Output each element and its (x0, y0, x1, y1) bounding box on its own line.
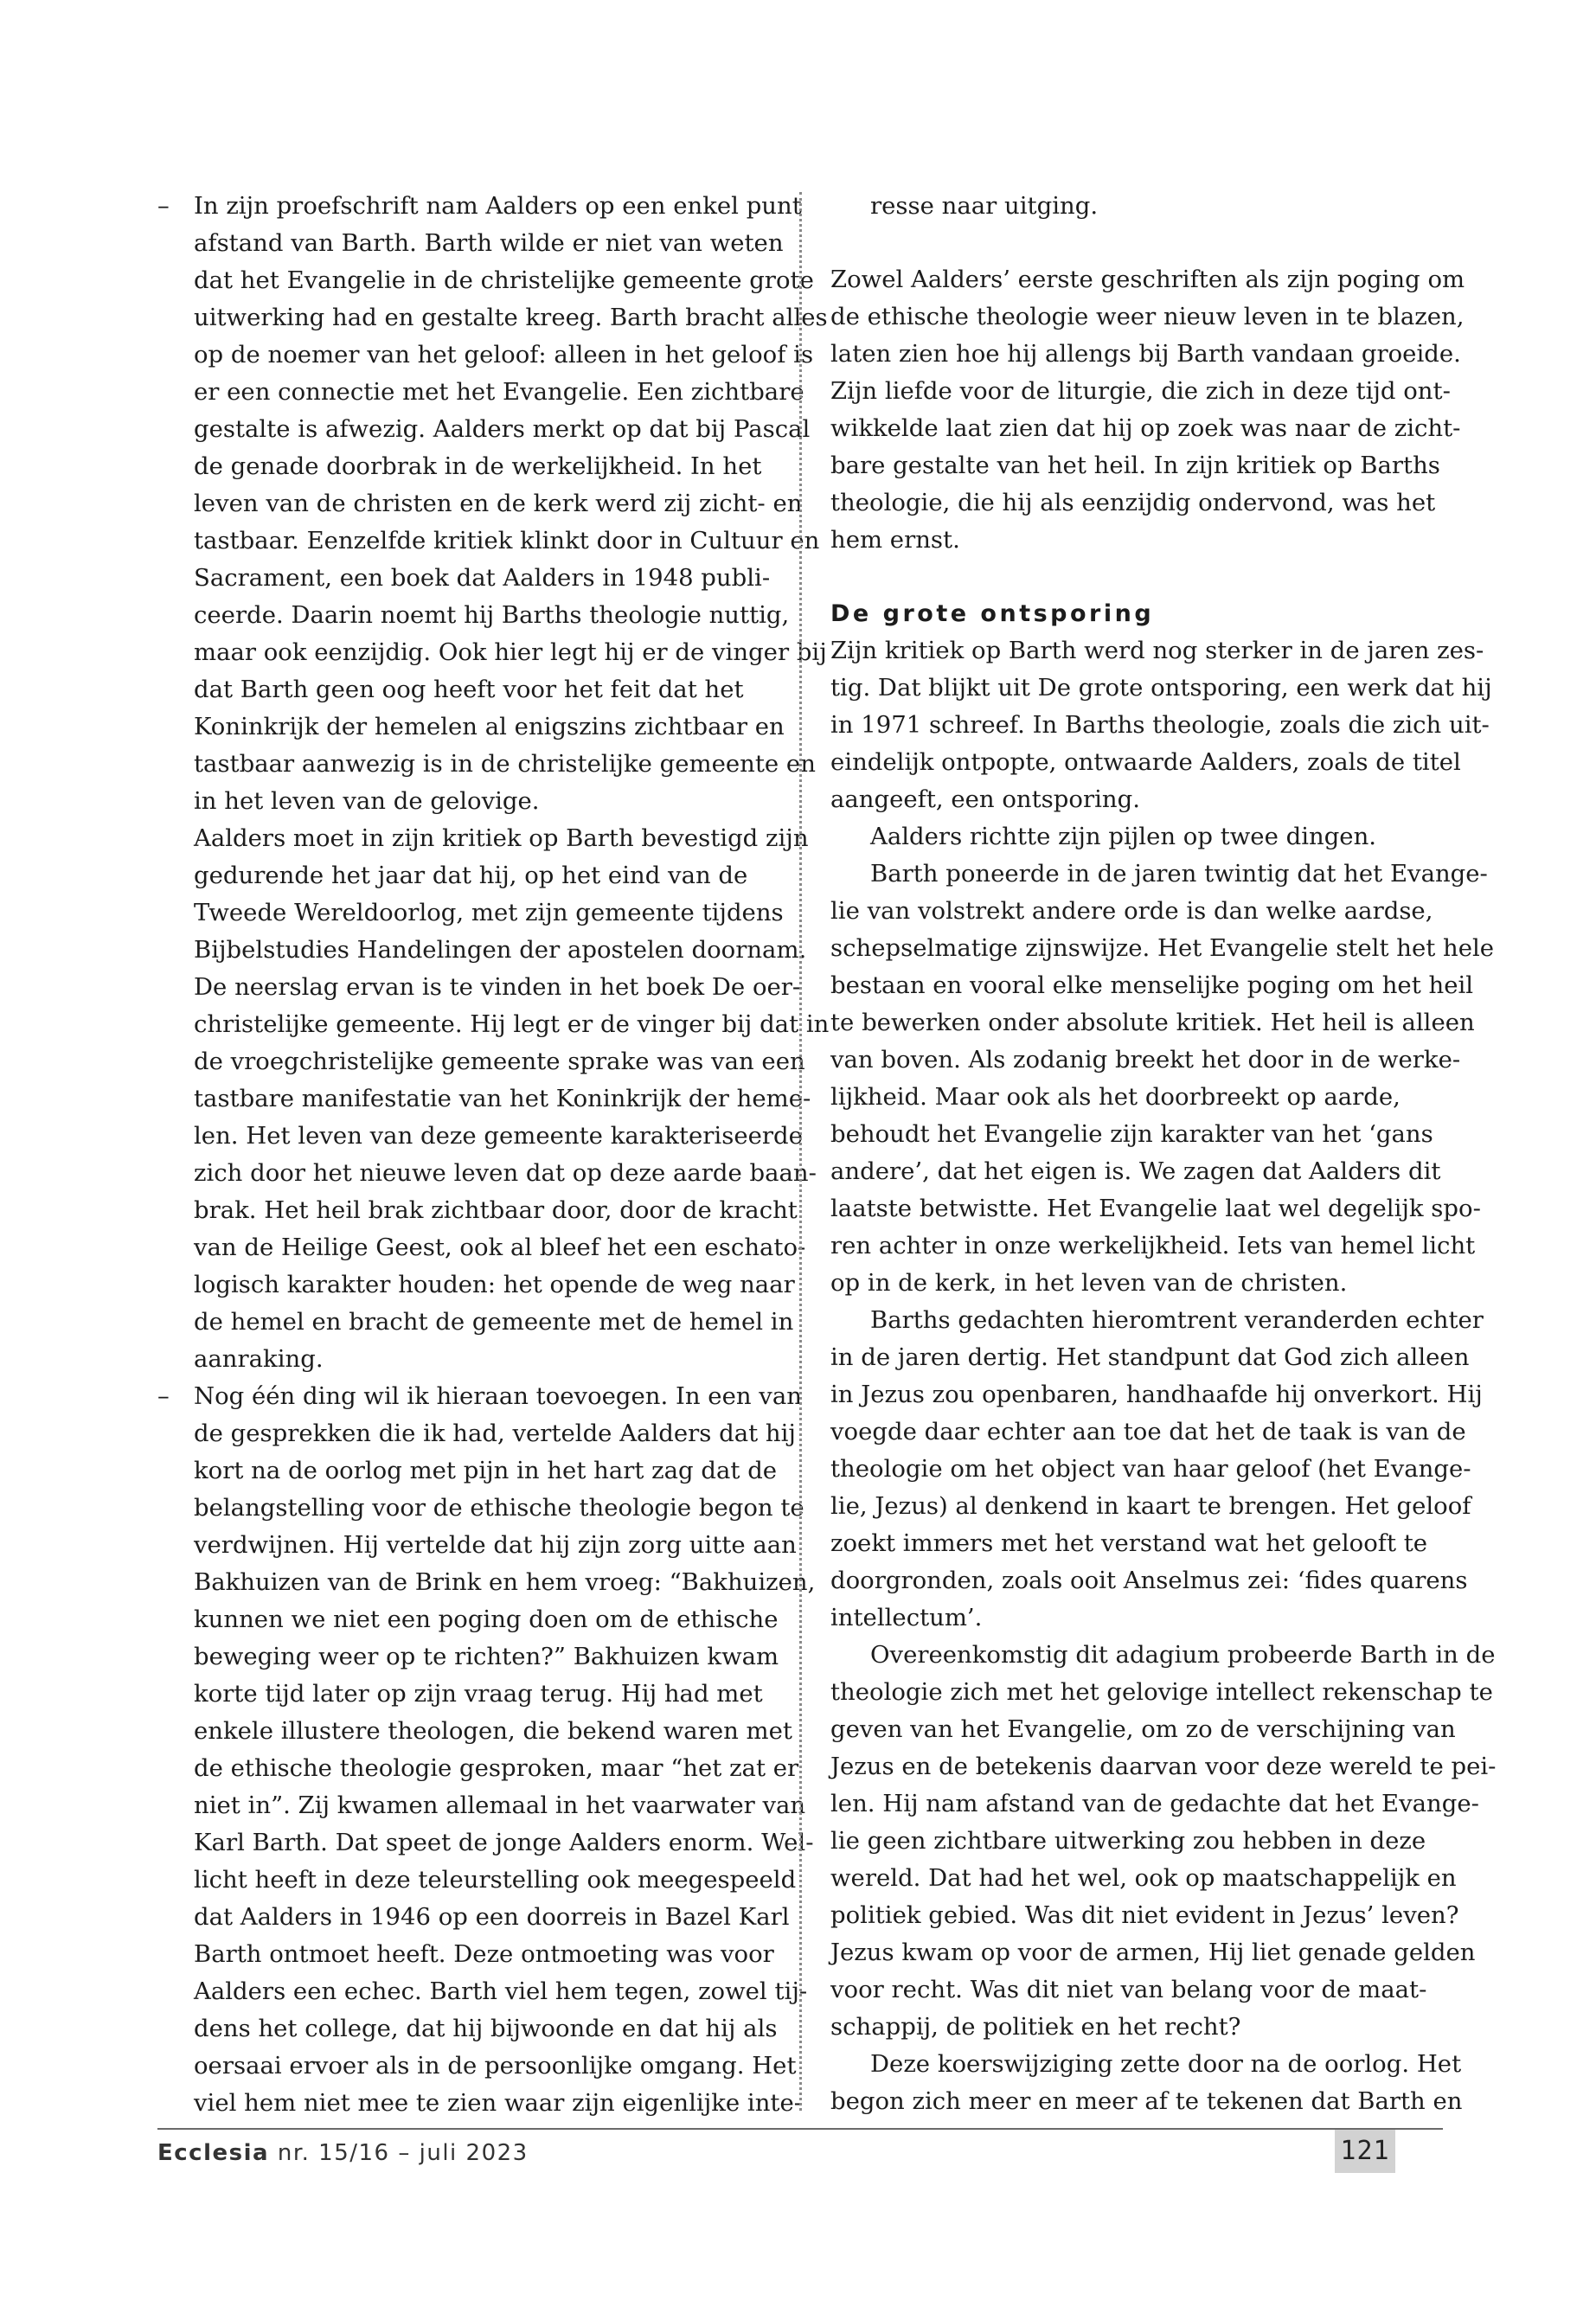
line-text: hem ernst. (830, 526, 960, 554)
text-line (830, 1265, 1443, 1302)
text-line (830, 1711, 1456, 1748)
line-text: lijkheid. Maar ook als het doorbreekt op aarde, (830, 1083, 1401, 1111)
line-text: Aalders richtte zijn pijlen op twee dingen. (870, 823, 1377, 850)
line-text: Barth poneerde in de jaren twintig dat het Evange- (870, 860, 1488, 888)
text-line (157, 2085, 803, 2122)
line-text: eindelijk ontpopte, ontwaarde Aalders, zoals de titel (830, 748, 1461, 776)
line-text: tastbaar aanwezig is in de christelijke gemeente en (194, 750, 816, 778)
line-text: van de Heilige Geest, ook al bleef het een eschato- (194, 1234, 806, 1261)
line-text: lie van volstrekt andere orde is dan welke aardse, (830, 897, 1433, 925)
line-text: Aalders een echec. Barth viel hem tegen, zowel tij- (194, 1977, 808, 2005)
line-text: Tweede Wereldoorlog, met zijn gemeente tijdens (194, 899, 784, 926)
line-text: Zowel Aalders’ eerste geschriften als zijn poging om (830, 266, 1465, 293)
text-line (830, 1674, 1493, 1711)
line-text: uitwerking had en gestalte kreeg. Barth bracht alles (194, 304, 828, 331)
line-text: licht heeft in deze teleurstelling ook meegespeeld (194, 1866, 797, 1894)
line-text: doorgronden, zoals ooit Anselmus zei: ‘fides quarens (830, 1567, 1468, 1594)
text-line (157, 634, 827, 671)
text-line (830, 298, 1465, 336)
text-line (830, 188, 1443, 225)
text-line (830, 1413, 1466, 1451)
text-line (830, 1525, 1443, 1562)
text-line (157, 225, 784, 262)
paragraph-gap (830, 225, 1443, 261)
footer (157, 2140, 529, 2166)
line-text: de ethische theologie gesproken, maar “het zat er (194, 1754, 799, 1782)
line-text: kunnen we niet een poging doen om de ethische (194, 1606, 779, 1633)
list-dash: – (157, 192, 170, 220)
line-text: tastbaar. Eenzelfde kritiek klinkt door in Cultuur en (194, 527, 820, 554)
text-line (157, 1080, 811, 1118)
line-text: in Jezus zou openbaren, handhaafde hij onverkort. Hij (830, 1381, 1483, 1408)
line-text: laatste betwistte. Het Evangelie laat wel degelijk spo- (830, 1195, 1481, 1222)
text-line (157, 708, 785, 746)
line-text: len. Hij nam afstand van de gedachte dat het Evange- (830, 1790, 1479, 1817)
text-line (830, 1934, 1476, 1971)
line-text: begon zich meer en meer af te tekenen dat Barth en (830, 2087, 1463, 2115)
line-text: De grote ontsporing (830, 600, 1155, 627)
text-line (830, 744, 1461, 781)
line-text: politiek gebied. Was dit niet evident in Jezus’ leven? (830, 1901, 1459, 1929)
line-text: niet in”. Zij kwamen allemaal in het vaarwater van (194, 1791, 806, 1819)
text-line (157, 1676, 777, 1713)
text-line (830, 818, 1443, 856)
text-line (157, 1564, 816, 1601)
line-text: laten zien hoe hij allengs bij Barth vandaan groeide. (830, 340, 1461, 368)
line-text: theologie zich met het gelovige intellect rekenschap te (830, 1678, 1493, 1706)
text-line (157, 262, 814, 299)
line-text: Zijn kritiek op Barth werd nog sterker in de jaren zes- (830, 637, 1484, 664)
text-line (830, 1190, 1481, 1227)
line-text: ceerde. Daarin noemt hij Barths theologie nuttig, (194, 601, 790, 629)
line-text: theologie, die hij als eenzijdig ondervond, was het (830, 489, 1436, 516)
line-text: Jezus kwam op voor de armen, Hij liet genade gelden (830, 1939, 1476, 1966)
line-text: op in de kerk, in het leven van de christen. (830, 1269, 1348, 1297)
line-text: bare gestalte van het heil. In zijn kritiek op Barths (830, 452, 1440, 479)
text-line (157, 448, 777, 485)
text-line (157, 1378, 802, 1415)
text-line (157, 1118, 803, 1155)
line-text: in de jaren dertig. Het standpunt dat God zich alleen (830, 1343, 1470, 1371)
line-text: In zijn proefschrift nam Aalders op een enkel punt (194, 192, 802, 220)
line-text: Zijn liefde voor de liturgie, die zich in deze tijd ont- (830, 377, 1451, 405)
text-line (157, 597, 790, 634)
text-line (157, 1266, 795, 1304)
line-text: logisch karakter houden: het opende de weg naar (194, 1271, 795, 1298)
text-line (157, 894, 784, 932)
line-text: Koninkrijk der hemelen al enigszins zichtbaar en (194, 713, 785, 740)
text-line (830, 410, 1461, 447)
text-line (157, 783, 777, 820)
line-text: op de noemer van het geloof: alleen in het geloof is (194, 341, 814, 369)
text-line (157, 1192, 798, 1229)
text-line (830, 1971, 1443, 2009)
text-line (157, 485, 803, 522)
text-line (830, 2046, 1462, 2083)
line-text: in het leven van de gelovige. (194, 787, 540, 815)
column-divider (799, 192, 802, 2111)
text-line (157, 1936, 777, 1973)
line-text: brak. Het heil brak zichtbaar door, door de kracht (194, 1196, 798, 1224)
text-line (157, 1862, 797, 1899)
line-text: aangeeft, een ontsporing. (830, 785, 1140, 813)
text-line (830, 1860, 1457, 1897)
line-text: de genade doorbrak in de werkelijkheid. In het (194, 452, 762, 480)
line-text: maar ook eenzijdig. Ook hier legt hij er de vinger bij (194, 638, 827, 666)
text-line (830, 1451, 1471, 1488)
line-text: de vroegchristelijke gemeente sprake was van een (194, 1048, 805, 1075)
line-text: Bijbelstudies Handelingen der apostelen doornam. (194, 936, 807, 964)
text-line (830, 1079, 1443, 1116)
line-text: te bewerken onder absolute kritiek. Het heil is alleen (830, 1009, 1475, 1036)
text-line (830, 1637, 1496, 1674)
text-line (157, 1415, 796, 1452)
text-line (157, 374, 804, 411)
text-line (830, 1897, 1459, 1934)
issue-info: nr. 15/16 – juli 2023 (277, 2140, 529, 2166)
text-line (830, 261, 1465, 298)
text-line (830, 1339, 1470, 1376)
text-line (157, 299, 828, 336)
text-line (157, 336, 814, 374)
text-line (157, 2010, 777, 2048)
text-line (157, 560, 777, 597)
text-line (157, 188, 802, 225)
text-line (157, 932, 807, 969)
line-text: Aalders moet in zijn kritiek op Barth bevestigd zijn (194, 824, 809, 852)
line-text: bestaan en vooral elke menselijke poging om het heil (830, 971, 1474, 999)
line-text: zoekt immers met het verstand wat het gelooft te (830, 1529, 1428, 1557)
text-line (830, 1153, 1443, 1190)
magazine-name: Ecclesia (157, 2140, 270, 2166)
text-line (830, 967, 1474, 1004)
text-line (157, 1601, 777, 1638)
line-text: van boven. Als zodanig breekt het door in de werke- (830, 1046, 1461, 1074)
line-text: wikkelde laat zien dat hij op zoek was naar de zicht- (830, 414, 1461, 442)
text-line (830, 707, 1490, 744)
footer-rule (157, 2128, 1443, 2130)
text-line (157, 1229, 806, 1266)
line-text: zich door het nieuwe leven dat op deze aarde baan- (194, 1159, 817, 1187)
text-line (157, 1899, 790, 1936)
text-line (830, 1748, 1497, 1785)
line-text: dat Barth geen oog heeft voor het feit dat het (194, 676, 744, 703)
line-text: Jezus en de betekenis daarvan voor deze wereld te pei- (830, 1753, 1497, 1780)
text-line (157, 857, 777, 894)
text-line (830, 1227, 1476, 1265)
line-text: resse naar uitging. (870, 192, 1099, 220)
text-line (157, 2048, 797, 2085)
text-line (830, 1302, 1484, 1339)
line-text: de hemel en bracht de gemeente met de hemel in (194, 1308, 794, 1336)
line-text: dat Aalders in 1946 op een doorreis in Bazel Karl (194, 1903, 790, 1931)
text-line (157, 1006, 830, 1043)
text-line (830, 1004, 1475, 1042)
text-line (830, 1042, 1461, 1079)
line-text: Nog één ding wil ik hieraan toevoegen. In een van (194, 1382, 802, 1410)
line-text: schepselmatige zijnswijze. Het Evangelie stelt het hele (830, 934, 1495, 962)
text-line (157, 1973, 808, 2010)
text-line (830, 1562, 1468, 1599)
line-text: belangstelling voor de ethische theologie begon te (194, 1494, 804, 1522)
text-line (830, 1785, 1479, 1823)
text-line (157, 969, 801, 1006)
text-line (830, 484, 1443, 522)
text-line (830, 522, 1443, 559)
text-line (830, 2083, 1463, 2120)
text-line (157, 1490, 804, 1527)
line-text: afstand van Barth. Barth wilde er niet van weten (194, 229, 784, 257)
text-line (830, 1376, 1483, 1413)
line-text: intellectum’. (830, 1604, 983, 1631)
line-text: viel hem niet mee te zien waar zijn eigenlijke inte- (194, 2089, 803, 2117)
line-text: Bakhuizen van de Brink en hem vroeg: “Bakhuizen, (194, 1568, 816, 1596)
text-line (830, 1823, 1443, 1860)
text-line (830, 856, 1488, 893)
line-text: Deze koerswijziging zette door na de oorlog. Het (870, 2050, 1462, 2078)
list-dash: – (157, 1382, 170, 1410)
line-text: De neerslag ervan is te vinden in het boek De oer- (194, 973, 801, 1001)
line-text: er een connectie met het Evangelie. Een zichtbare (194, 378, 804, 406)
text-line (157, 1043, 805, 1080)
line-text: ren achter in onze werkelijkheid. Iets van hemel licht (830, 1232, 1476, 1259)
line-text: geven van het Evangelie, om zo de verschijning van (830, 1715, 1456, 1743)
line-text: enkele illustere theologen, die bekend waren met (194, 1717, 792, 1745)
text-line (830, 1488, 1471, 1525)
line-text: beweging weer op te richten?” Bakhuizen kwam (194, 1643, 779, 1670)
text-line (157, 1824, 814, 1862)
text-line (157, 820, 809, 857)
text-line (830, 893, 1443, 930)
line-text: gedurende het jaar dat hij, op het eind van de (194, 862, 748, 889)
text-line (830, 781, 1443, 818)
line-text: Sacrament, een boek dat Aalders in 1948 publi- (194, 564, 771, 592)
line-text: Barth ontmoet heeft. Deze ontmoeting was voor (194, 1940, 774, 1968)
text-line (830, 373, 1451, 410)
paragraph-gap (830, 559, 1443, 595)
text-line (830, 1116, 1443, 1153)
text-line (157, 1750, 799, 1787)
text-line (830, 1599, 1443, 1637)
text-line (157, 1713, 792, 1750)
text-line (830, 670, 1492, 707)
text-line (157, 1155, 817, 1192)
text-line (830, 336, 1461, 373)
line-text: voegde daar echter aan toe dat het de taak is van de (830, 1418, 1466, 1445)
text-line (830, 632, 1484, 670)
line-text: aanraking. (194, 1345, 324, 1373)
text-line (157, 522, 820, 560)
section-heading (830, 595, 1443, 632)
text-line (157, 671, 777, 708)
line-text: christelijke gemeente. Hij legt er de vinger bij dat in (194, 1010, 830, 1038)
line-text: tastbare manifestatie van het Koninkrijk der heme- (194, 1085, 811, 1112)
text-line (157, 1304, 794, 1341)
line-text: wereld. Dat had het wel, ook op maatschappelijk en (830, 1864, 1457, 1892)
text-line (157, 411, 811, 448)
line-text: andere’, dat het eigen is. We zagen dat Aalders dit (830, 1157, 1441, 1185)
line-text: Overeenkomstig dit adagium probeerde Barth in de (870, 1641, 1496, 1669)
text-line (830, 2009, 1443, 2046)
right-column (830, 188, 1497, 2120)
line-text: kort na de oorlog met pijn in het hart zag dat de (194, 1457, 778, 1484)
line-text: de gesprekken die ik had, vertelde Aalders dat hij (194, 1420, 796, 1447)
text-line (830, 447, 1443, 484)
line-text: Barths gedachten hieromtrent veranderden echter (870, 1306, 1484, 1334)
line-text: schappij, de politiek en het recht? (830, 2013, 1241, 2041)
line-text: korte tijd later op zijn vraag terug. Hij had met (194, 1680, 763, 1708)
left-column (157, 188, 830, 2122)
text-line (157, 1638, 777, 1676)
page-number: 121 (1335, 2130, 1395, 2173)
line-text: dat het Evangelie in de christelijke gemeente grote (194, 266, 814, 294)
line-text: dens het college, dat hij bijwoonde en dat hij als (194, 2015, 778, 2042)
line-text: voor recht. Was dit niet van belang voor de maat- (830, 1976, 1427, 2003)
text-line (157, 746, 816, 783)
line-text: gestalte is afwezig. Aalders merkt op dat bij Pascal (194, 415, 811, 443)
line-text: leven van de christen en de kerk werd zij zicht- en (194, 490, 803, 517)
line-text: lie geen zichtbare uitwerking zou hebben in deze (830, 1827, 1426, 1855)
line-text: theologie om het object van haar geloof (het Evange- (830, 1455, 1471, 1483)
text-line (157, 1452, 777, 1490)
line-text: behoudt het Evangelie zijn karakter van het ‘gans (830, 1120, 1433, 1148)
line-text: lie, Jezus) al denkend in kaart te brengen. Het geloof (830, 1492, 1471, 1520)
text-line (157, 1341, 777, 1378)
line-text: len. Het leven van deze gemeente karakteriseerde (194, 1122, 803, 1150)
text-line (830, 930, 1495, 967)
line-text: in 1971 schreef. In Barths theologie, zoals die zich uit- (830, 711, 1490, 739)
text-line (157, 1527, 797, 1564)
text-line (157, 1787, 806, 1824)
line-text: tig. Dat blijkt uit De grote ontsporing, een werk dat hij (830, 674, 1492, 702)
line-text: oersaai ervoer als in de persoonlijke omgang. Het (194, 2052, 797, 2080)
line-text: Karl Barth. Dat speet de jonge Aalders enorm. Wel- (194, 1829, 814, 1856)
line-text: de ethische theologie weer nieuw leven in te blazen, (830, 303, 1465, 330)
line-text: verdwijnen. Hij vertelde dat hij zijn zorg uitte aan (194, 1531, 797, 1559)
